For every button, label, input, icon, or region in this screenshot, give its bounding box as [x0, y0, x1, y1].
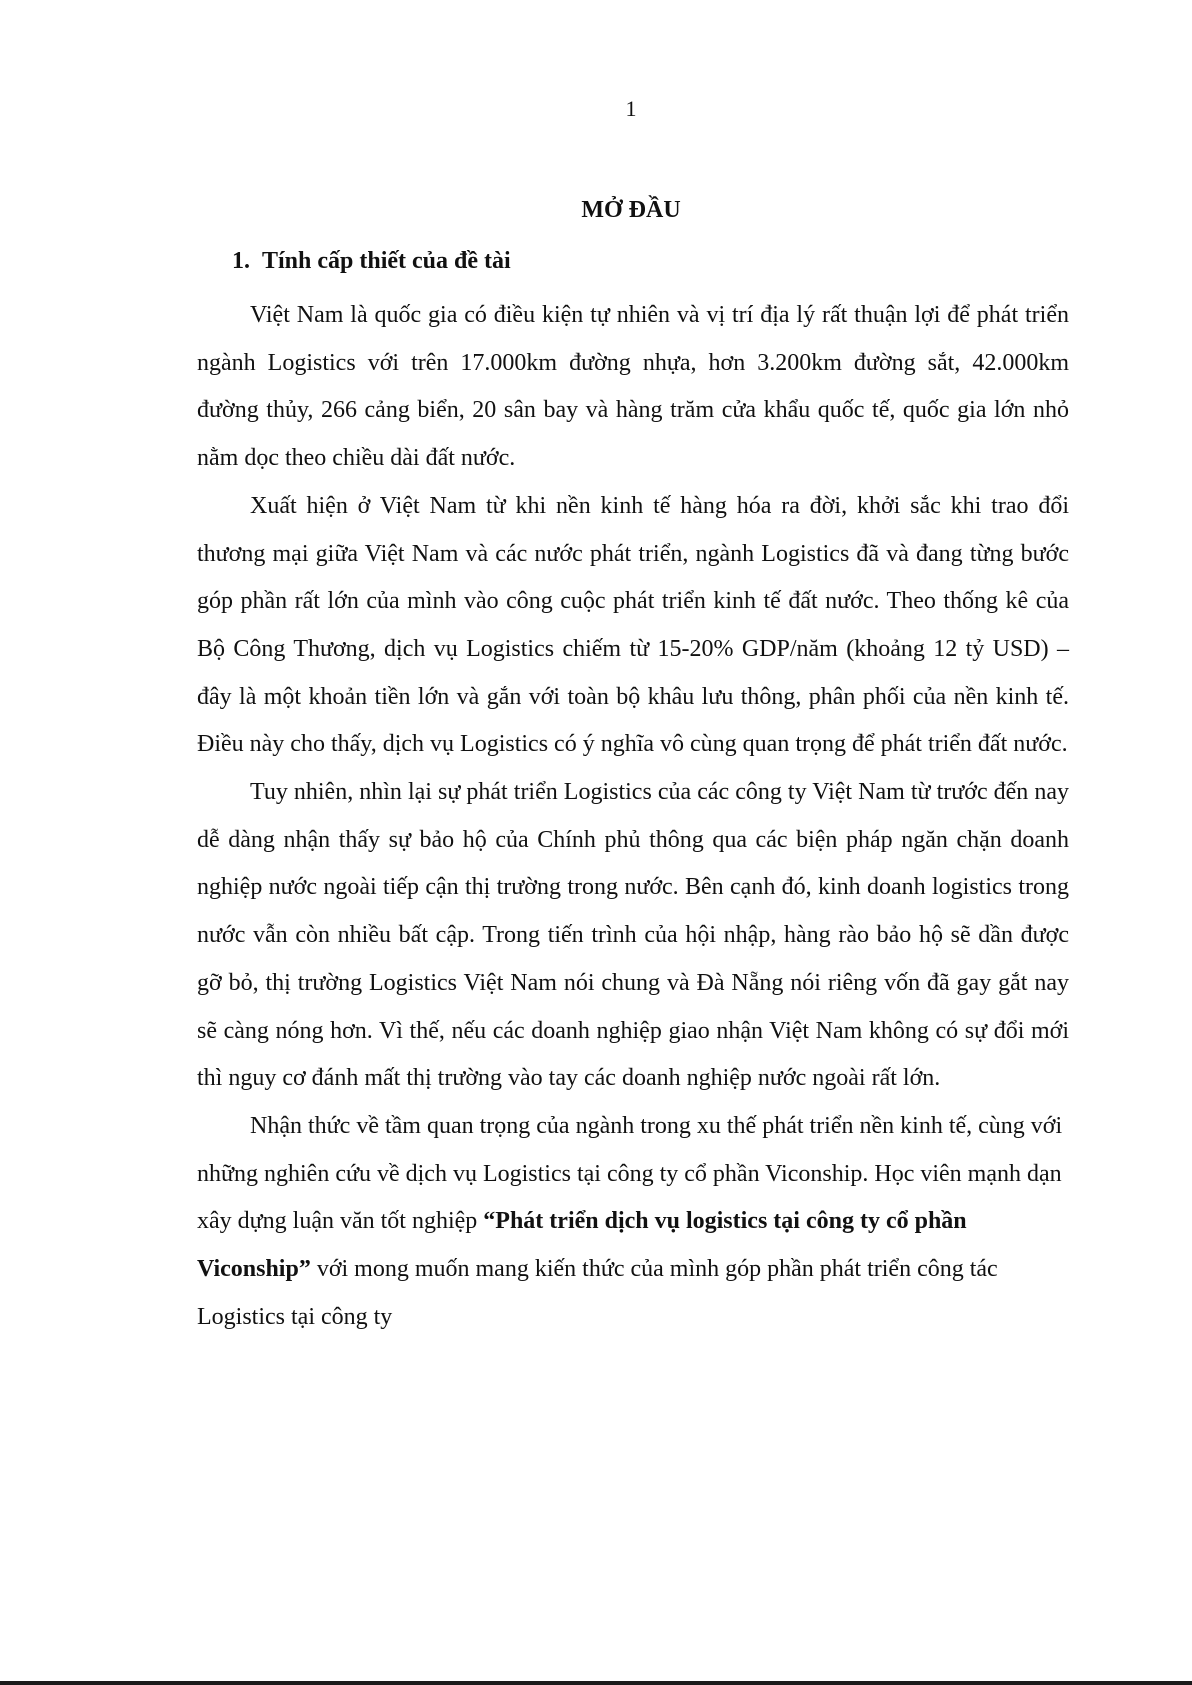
page-number: 1	[625, 96, 637, 121]
section-number: 1.	[232, 248, 250, 274]
body-text	[197, 292, 1069, 1341]
paragraph-4-lead: Nhận thức về tầm quan trọng của ngành trong xu thế phát triển nền kinh tế, cùng với những nghiên cứu về dịch vụ Logistics tại công ty cổ phần Viconship. Học viên mạnh dạn xây dựng luận văn tốt nghiệp	[197, 1112, 1063, 1235]
section-heading	[232, 248, 511, 275]
page-bottom-edge	[0, 1681, 1192, 1685]
paragraph-4-tail: với mong muốn mang kiến thức của mình góp phần phát triển công tác Logistics tại công ty	[197, 1256, 998, 1330]
paragraph-1: Việt Nam là quốc gia có điều kiện tự nhiên và vị trí địa lý rất thuận lợi để phát triển ngành Logistics với trên 17.000km đường nhựa, hơn 3.200km đường sắt, 42.000km đường thủy, 266 cảng biển, 20 sân bay và hàng trăm cửa khẩu quốc tế, quốc gia lớn nhỏ nằm dọc theo chiều dài đất nước.	[197, 302, 1069, 472]
thesis-title: “Phát triển dịch vụ logistics tại công ty cổ phần Viconship”	[197, 1208, 967, 1283]
paragraph-4	[197, 1103, 1069, 1342]
document-title: MỞ ĐẦU	[581, 197, 681, 223]
paragraph-3: Tuy nhiên, nhìn lại sự phát triển Logistics của các công ty Việt Nam từ trước đến nay dễ dàng nhận thấy sự bảo hộ của Chính phủ thông qua các biện pháp ngăn chặn doanh nghiệp nước ngoài tiếp cận thị trường trong nước. Bên cạnh đó, kinh doanh logistics trong nước vẫn còn nhiều bất cập. Trong tiến trình của hội nhập, hàng rào bảo hộ sẽ dần được gỡ bỏ, thị trường Logistics Việt Nam nói chung và Đà Nẵng nói riêng vốn đã gay gắt nay sẽ càng nóng hơn. Vì thế, nếu các doanh nghiệp giao nhận Việt Nam không có sự đổi mới thì nguy cơ đánh mất thị trường vào tay các doanh nghiệp nước ngoài rất lớn.	[197, 779, 1069, 1092]
section-heading-text: Tính cấp thiết của đề tài	[262, 248, 511, 274]
paragraph-2: Xuất hiện ở Việt Nam từ khi nền kinh tế hàng hóa ra đời, khởi sắc khi trao đổi thương mại giữa Việt Nam và các nước phát triển, ngành Logistics đã và đang từng bước góp phần rất lớn của mình vào công cuộc phát triển kinh tế đất nước. Theo thống kê của Bộ Công Thương, dịch vụ Logistics chiếm từ 15-20% GDP/năm (khoảng 12 tỷ USD) – đây là một khoản tiền lớn và gắn với toàn bộ khâu lưu thông, phân phối của nền kinh tế. Điều này cho thấy, dịch vụ Logistics có ý nghĩa vô cùng quan trọng để phát triển đất nước.	[197, 492, 1069, 758]
